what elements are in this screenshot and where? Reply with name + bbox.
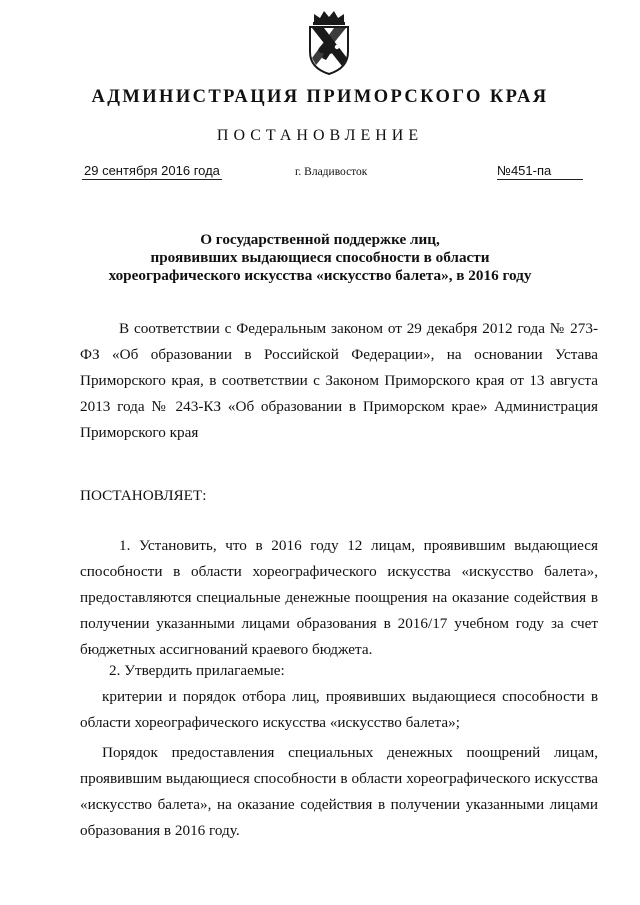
coat-of-arms-icon [304,8,354,76]
document-number: №451-па [497,163,583,180]
document-city: г. Владивосток [295,166,368,178]
clause-2-procedure: Порядок предоставления специальных денежных поощрений лицам, проявившим выдающиеся способности в области хореографического искусства «искусство балета», на оказание содействия в получении указанными лицами образования в 2016 году. [80,744,598,839]
decree-heading: ПОСТАНОВЛЯЕТ: [80,487,207,504]
clause-2-criteria: критерии и порядок отбора лиц, проявивших выдающиеся способности в области хореографического искусства «искусство балета»; [80,688,598,731]
document-date-value: 29 сентября 2016 года [84,163,220,178]
clause-1: 1. Установить, что в 2016 году 12 лицам, проявившим выдающиеся способности в области хореографического искусства «искусство балета», предоставляются специальные денежные поощрения на оказание содействия в получении указанными лицами образования в 2016/17 учебном году за счет бюджетных ассигнований краевого бюджета. [80,537,598,658]
title-line-3: хореографического искусства «искусство балета», в 2016 году [108,267,532,284]
document-title [60,231,580,285]
title-line-2: проявивших выдающиеся способности в области [150,249,490,266]
document-date [82,163,222,180]
clause-2: 2. Утвердить прилагаемые: [109,662,285,679]
document-type: ПОСТАНОВЛЕНИЕ [216,127,424,144]
title-line-1: О государственной поддержке лиц, [200,231,440,248]
basis-paragraph: В соответствии с Федеральным законом от 29 декабря 2012 года № 273-ФЗ «Об образовании в Российской Федерации», на основании Устава Приморского края, в соответствии с Законом Приморского края от 13 августа 2013 года № 243-КЗ «Об образовании в Приморском крае» Администрация Приморского края [80,320,598,441]
agency-name: АДМИНИСТРАЦИЯ ПРИМОРСКОГО КРАЯ [91,87,549,107]
